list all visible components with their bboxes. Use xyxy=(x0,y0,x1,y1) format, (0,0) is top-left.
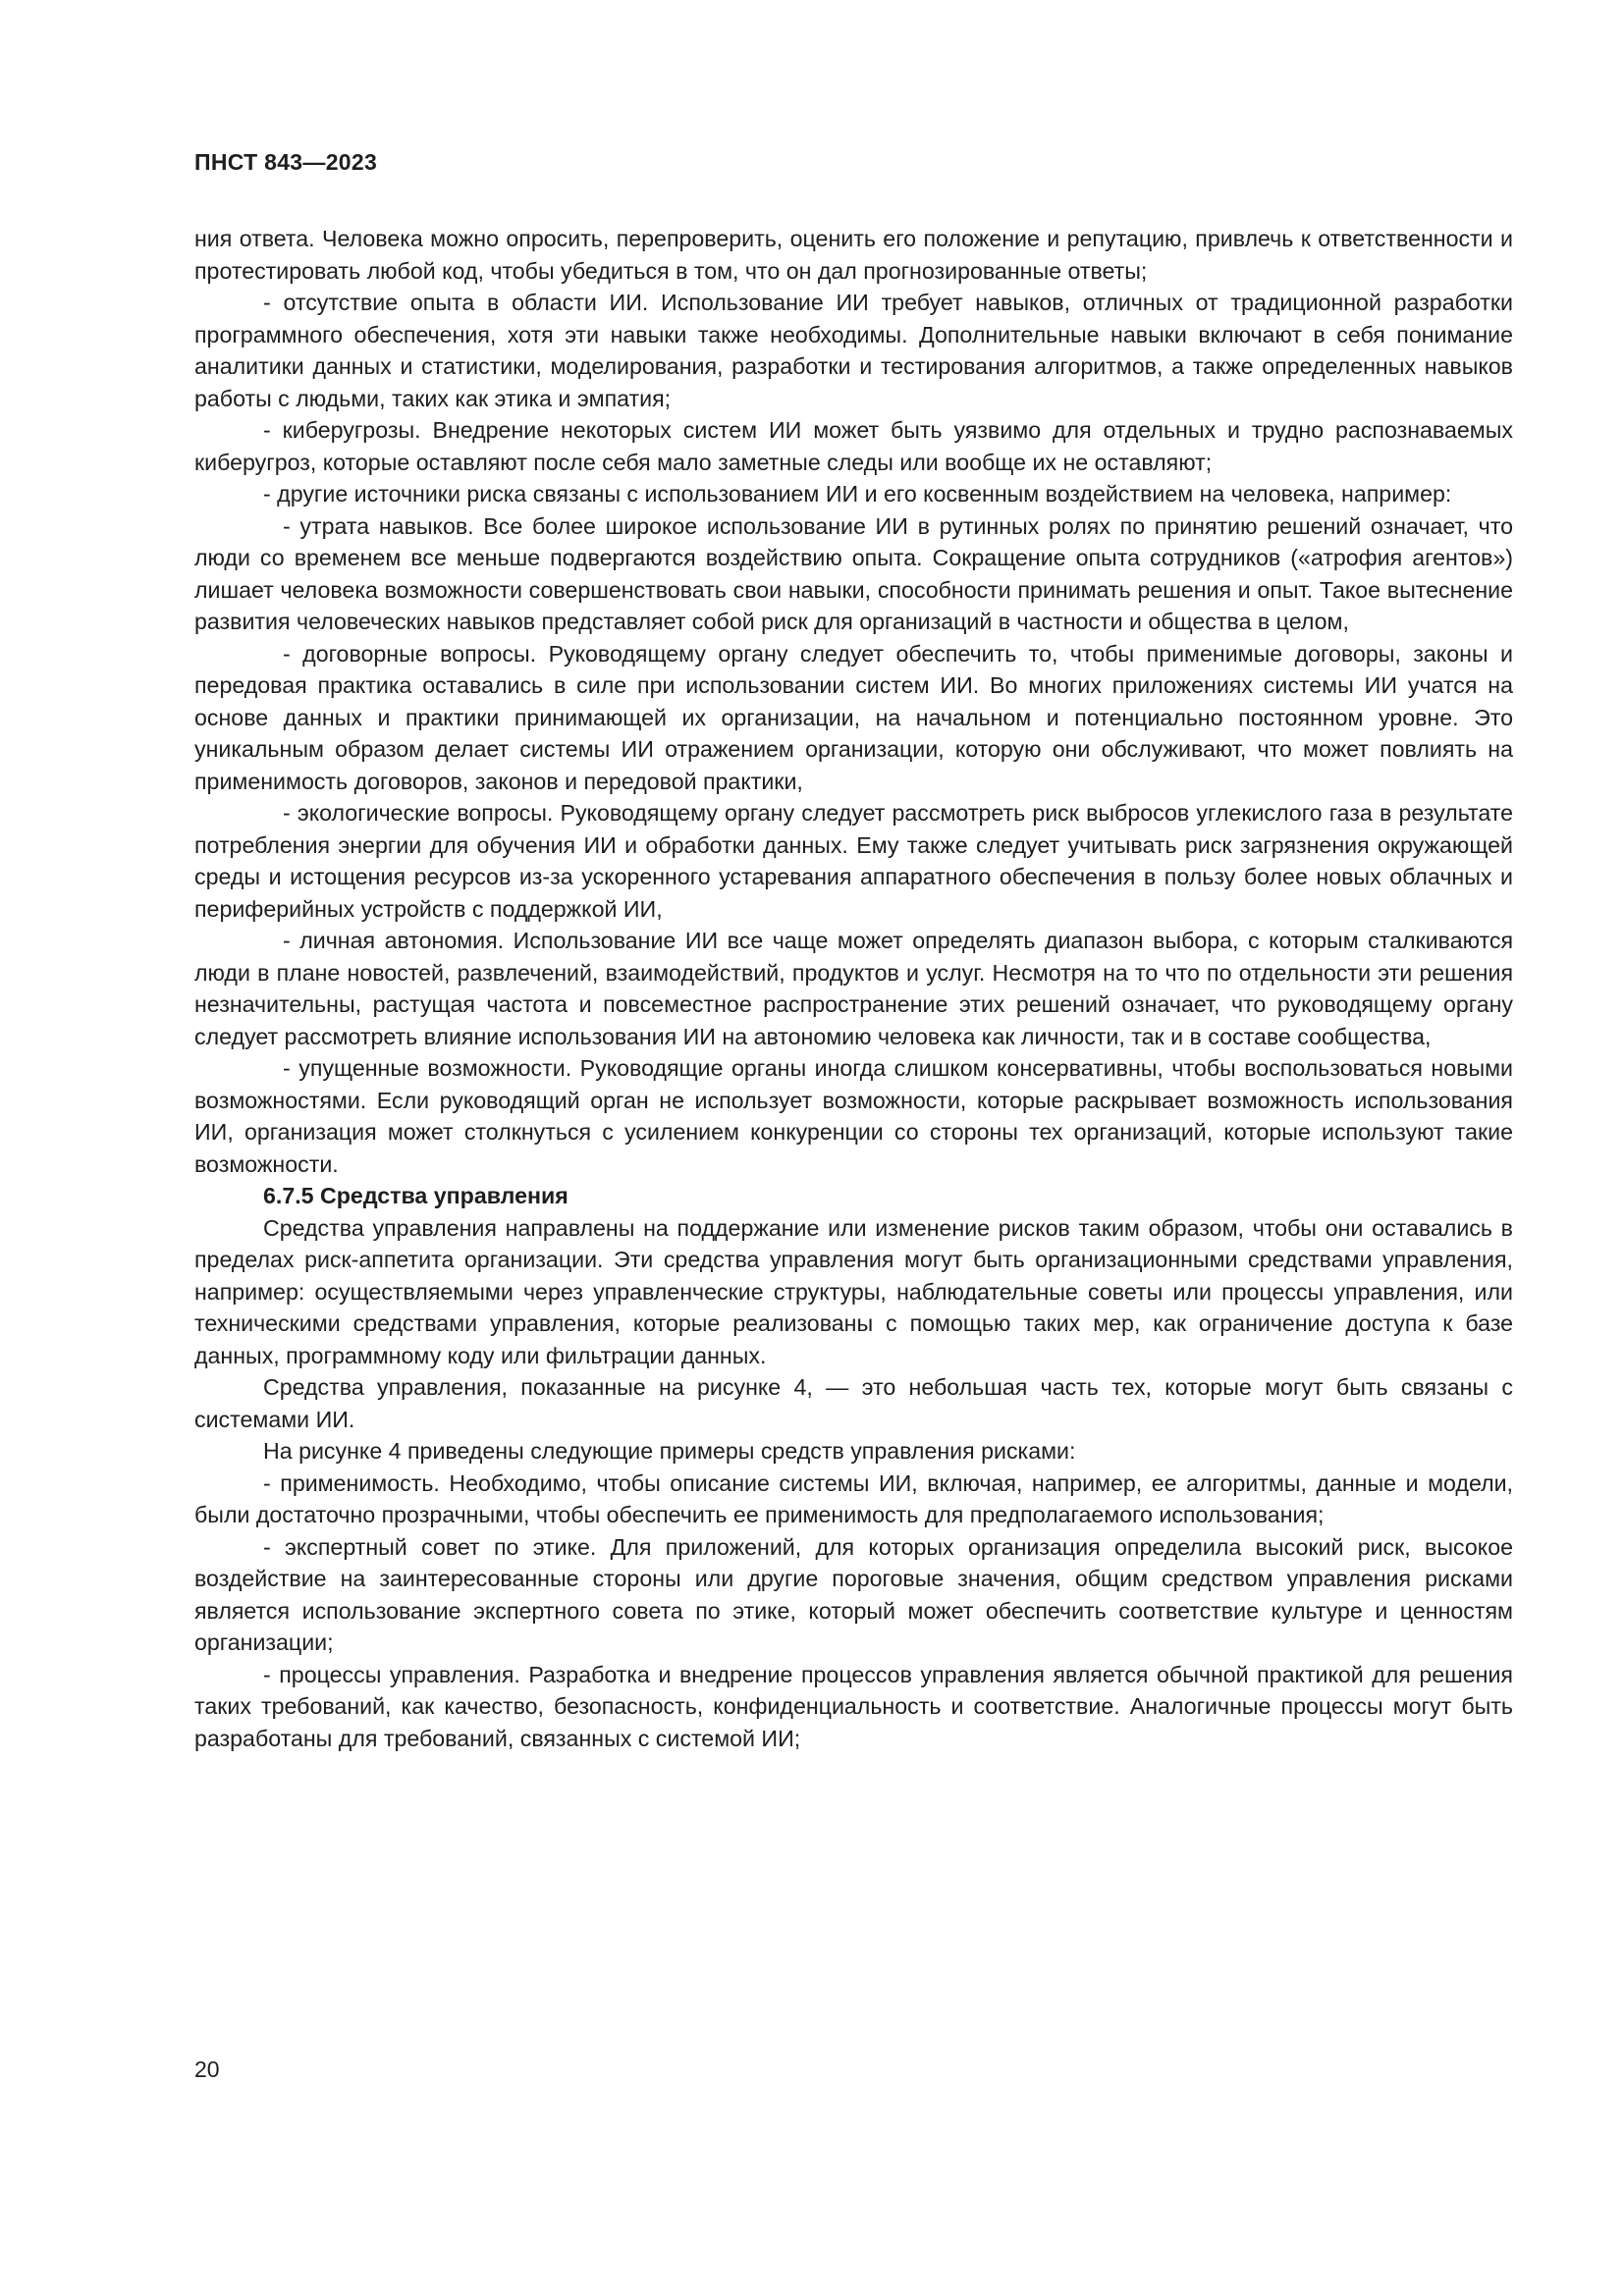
sub-list-item: - упущенные возможности. Руководящие органы иногда слишком консервативны, чтобы воспользоваться новыми возможностями. Если руководящий орган не использует возможности, которые раскрывает возможность использования ИИ, организация может столкнуться с усилением конкуренции со стороны тех организаций, которые используют такие возможности. xyxy=(194,1055,1513,1177)
paragraph: ния ответа. Человека можно опросить, перепроверить, оценить его положение и репутацию, привлечь к ответственности и протестировать любой код, чтобы убедиться в том, что он дал прогнозированные ответы; xyxy=(194,226,1513,284)
list-item: - киберугрозы. Внедрение некоторых систем ИИ может быть уязвимо для отдельных и трудно распознаваемых киберугроз, которые оставляют после себя мало заметные следы или вообще их не оставляют; xyxy=(194,417,1513,475)
list-item: - экспертный совет по этике. Для приложений, для которых организация определила высокий риск, высокое воздействие на заинтересованные стороны или другие пороговые значения, общим средством управления рисками является использование экспертного совета по этике, который может обеспечить соответствие культуре и ценностям организации; xyxy=(194,1533,1513,1655)
list-item: - применимость. Необходимо, чтобы описание системы ИИ, включая, например, ее алгоритмы, данные и модели, были достаточно прозрачными, чтобы обеспечить ее применимость для предполагаемого использования; xyxy=(194,1469,1513,1527)
sub-list-item: - экологические вопросы. Руководящему органу следует рассмотреть риск выбросов углекислого газа в результате потребления энергии для обучения ИИ и обработки данных. Ему также следует учитывать риск загрязнения окружающей среды и истощения ресурсов из-за ускоренного устаревания аппаратного обеспечения в пользу более новых облачных и периферийных устройств с поддержкой ИИ, xyxy=(194,800,1513,922)
paragraph: Средства управления направлены на поддержание или изменение рисков таким образом, чтобы они оставались в пределах риск-аппетита организации. Эти средства управления могут быть организационными средствами управления, например: осуществляемыми через управленческие структуры, наблюдательные советы или процессы управления, или техническими средствами управления, которые реализованы с помощью таких мер, как ограничение доступа к базе данных, программному коду или фильтрации данных. xyxy=(194,1214,1513,1368)
page-number: 20 xyxy=(194,2056,220,2082)
list-item: - процессы управления. Разработка и внедрение процессов управления является обычной практикой для решения таких требований, как качество, безопасность, конфиденциальность и соответствие. Аналогичные процессы могут быть разработаны для требований, связанных с системой ИИ; xyxy=(194,1661,1513,1751)
page-body xyxy=(194,223,1513,1754)
list-item: - отсутствие опыта в области ИИ. Использование ИИ требует навыков, отличных от традиционной разработки программного обеспечения, хотя эти навыки также необходимы. Дополнительные навыки включают в себя понимание аналитики данных и статистики, моделирования, разработки и тестирования алгоритмов, а также определенных навыков работы с людьми, таких как этика и эмпатия; xyxy=(194,290,1513,411)
sub-list-item: - утрата навыков. Все более широкое использование ИИ в рутинных ролях по принятию решений означает, что люди со временем все меньше подвергаются воздействию опыта. Сокращение опыта сотрудников («атрофия агентов») лишает человека возможности совершенствовать свои навыки, способности принимать решения и опыт. Такое вытеснение развития человеческих навыков представляет собой риск для организаций в частности и общества в целом, xyxy=(194,512,1513,634)
document-code: ПНСТ 843—2023 xyxy=(194,149,378,175)
sub-list-item: - договорные вопросы. Руководящему органу следует обеспечить то, чтобы применимые договоры, законы и передовая практика оставались в силе при использовании систем ИИ. Во многих приложениях системы ИИ учатся на основе данных и практики принимающей их организации, на начальном и потенциально постоянном уровне. Это уникальным образом делает системы ИИ отражением организации, которую они обслуживают, что может повлиять на применимость договоров, законов и передовой практики, xyxy=(194,640,1513,794)
list-item: - другие источники риска связаны с использованием ИИ и его косвенным воздействием на человека, например: xyxy=(263,481,1452,507)
sub-list-item: - личная автономия. Использование ИИ все чаще может определять диапазон выбора, с которым сталкиваются люди в плане новостей, развлечений, взаимодействий, продуктов и услуг. Несмотря на то что по отдельности эти решения незначительны, растущая частота и повсеместное распространение этих решений означает, что руководящему органу следует рассмотреть влияние использования ИИ на автономию человека как личности, так и в составе сообщества, xyxy=(194,928,1513,1049)
paragraph: На рисунке 4 приведены следующие примеры средств управления рисками: xyxy=(263,1438,1076,1464)
section-heading: 6.7.5 Средства управления xyxy=(263,1183,568,1208)
paragraph: Средства управления, показанные на рисунке 4, — это небольшая часть тех, которые могут быть связаны с системами ИИ. xyxy=(194,1374,1513,1432)
